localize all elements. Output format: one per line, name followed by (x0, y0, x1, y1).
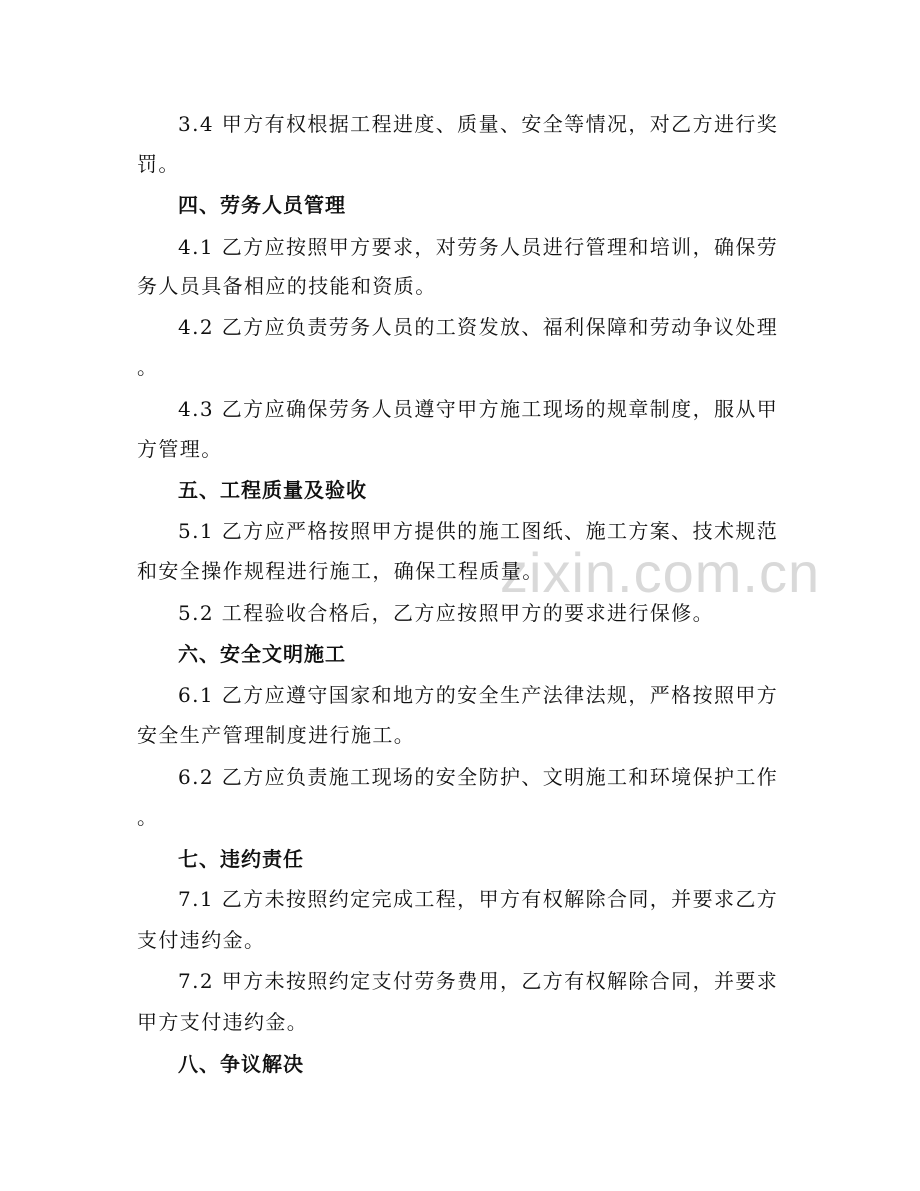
clause-5-1-line-2: 和安全操作规程进行施工，确保工程质量。 (137, 559, 544, 583)
clause-4-1-line-2: 务人员具备相应的技能和资质。 (137, 274, 437, 298)
clause-4-2-line-1: 4.2 乙方应负责劳务人员的工资发放、福利保障和劳动争议处理 (178, 315, 779, 339)
clause-6-1-line-1: 6.1 乙方应遵守国家和地方的安全生产法律法规，严格按照甲方 (178, 683, 779, 707)
clause-5-2-line-1: 5.2 工程验收合格后，乙方应按照甲方的要求进行保修。 (178, 601, 714, 625)
clause-4-3-line-2: 方管理。 (137, 437, 223, 461)
section-heading-8: 八、争议解决 (178, 1052, 304, 1076)
section-heading-7: 七、违约责任 (178, 847, 304, 871)
section-heading-4: 四、劳务人员管理 (178, 193, 346, 217)
clause-6-2-line-2: 。 (137, 805, 159, 829)
section-heading-5: 五、工程质量及验收 (178, 478, 367, 502)
clause-4-1-line-1: 4.1 乙方应按照甲方要求，对劳务人员进行管理和培训，确保劳 (178, 235, 779, 259)
clause-6-1-line-2: 安全生产管理制度进行施工。 (137, 723, 416, 747)
clause-7-1-line-2: 支付违约金。 (137, 928, 266, 952)
watermark: zixin.com.cn (500, 541, 821, 604)
section-heading-6: 六、安全文明施工 (178, 642, 346, 666)
clause-4-2-line-2: 。 (137, 355, 159, 379)
clause-7-2-line-1: 7.2 甲方未按照约定支付劳务费用，乙方有权解除合同，并要求 (178, 969, 779, 993)
clause-5-1-line-1: 5.1 乙方应严格按照甲方提供的施工图纸、施工方案、技术规范 (178, 519, 779, 543)
clause-7-2-line-2: 甲方支付违约金。 (137, 1010, 309, 1034)
clause-7-1-line-1: 7.1 乙方未按照约定完成工程，甲方有权解除合同，并要求乙方 (178, 887, 779, 911)
clause-3-4-line-2: 罚。 (137, 152, 180, 176)
clause-4-3-line-1: 4.3 乙方应确保劳务人员遵守甲方施工现场的规章制度，服从甲 (178, 397, 779, 421)
clause-3-4-line-1: 3.4 甲方有权根据工程进度、质量、安全等情况，对乙方进行奖 (178, 112, 779, 136)
clause-6-2-line-1: 6.2 乙方应负责施工现场的安全防护、文明施工和环境保护工作 (178, 765, 779, 789)
